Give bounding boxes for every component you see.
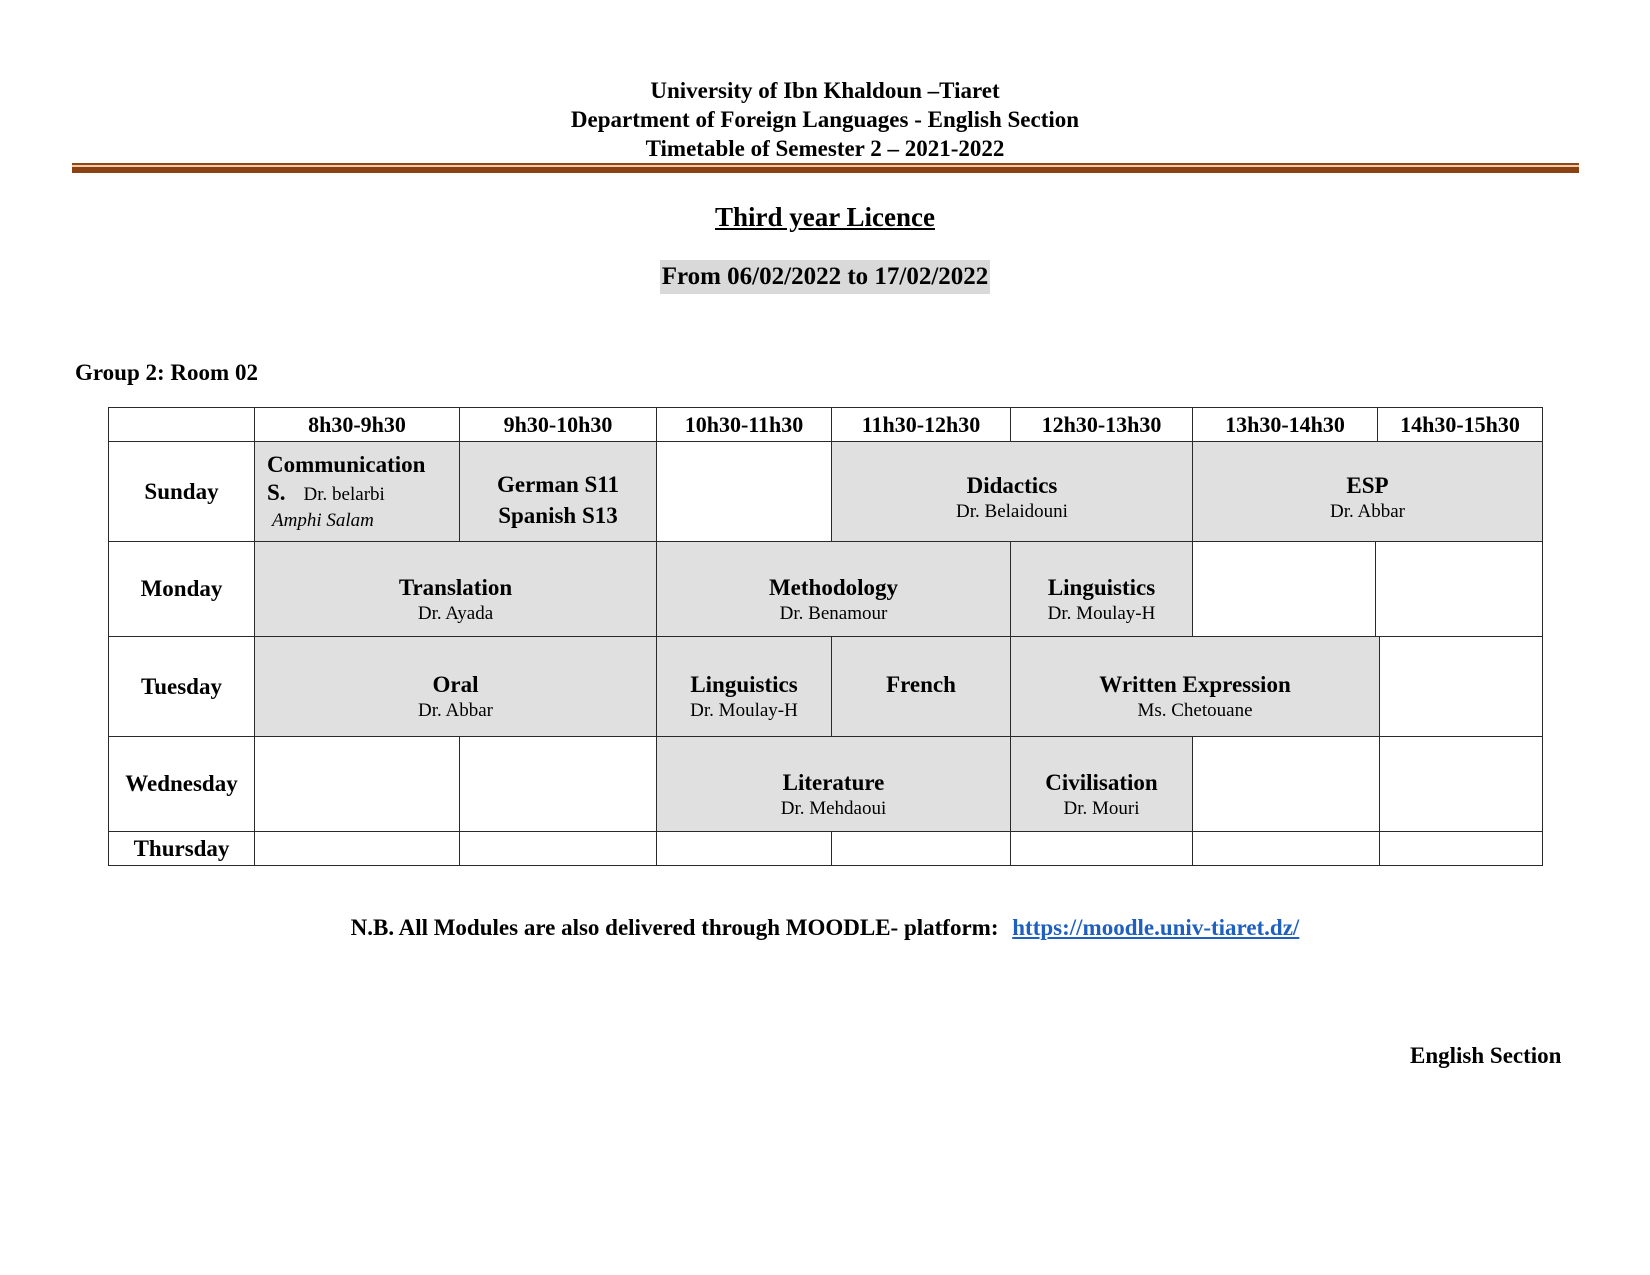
empty-cell [459, 831, 657, 866]
class-written-expression [1010, 636, 1380, 737]
class-literature [656, 736, 1011, 832]
day-tuesday: Tuesday [108, 636, 255, 737]
time-slot-header: 8h30-9h30 [254, 407, 460, 442]
teacher: Ms. Chetouane [1137, 699, 1253, 721]
class-didactics [831, 441, 1193, 542]
time-slot-header: 13h30-14h30 [1192, 407, 1378, 442]
day-sunday: Sunday [108, 441, 255, 542]
time-slot-header: 9h30-10h30 [459, 407, 657, 442]
time-slot-header: 10h30-11h30 [656, 407, 832, 442]
subject-teacher-line [267, 479, 385, 507]
subject: Communication [267, 451, 426, 477]
university-name: University of Ibn Khaldoun –Tiaret [650, 78, 1000, 103]
day-wednesday: Wednesday [108, 736, 255, 832]
empty-cell [1192, 541, 1376, 637]
empty-cell [831, 831, 1011, 866]
teacher: Dr. Ayada [417, 603, 494, 624]
class-civilisation [1010, 736, 1193, 832]
moodle-link[interactable]: https://moodle.univ-tiaret.dz/ [1012, 915, 1300, 940]
page-title: Third year Licence [715, 202, 935, 232]
empty-cell [1379, 736, 1543, 832]
empty-cell [254, 736, 460, 832]
teacher: Dr. Moulay-H [690, 699, 798, 721]
note-text: N.B. All Modules are also delivered through MOODLE- platform: [350, 915, 999, 940]
class-oral [254, 636, 657, 737]
date-range: From 06/02/2022 to 17/02/2022 [660, 260, 991, 294]
group-label: Group 2: Room 02 [75, 360, 258, 385]
class-french [831, 636, 1011, 737]
subject: S. [267, 479, 286, 505]
room: Amphi Salam [272, 509, 374, 531]
day-thursday: Thursday [108, 831, 255, 866]
subject: Civilisation [1045, 770, 1158, 795]
subject: French [886, 672, 956, 697]
teacher: Dr. Benamour [779, 603, 888, 624]
teacher: Dr. Moulay-H [1047, 603, 1156, 624]
class-communication [254, 441, 460, 542]
subject: Written Expression [1099, 671, 1291, 697]
teacher: Dr. Mehdaoui [780, 798, 887, 819]
empty-cell [254, 831, 460, 866]
time-slot-header: 11h30-12h30 [831, 407, 1011, 442]
teacher: Dr. Abbar [1330, 500, 1405, 522]
subject: ESP [1346, 472, 1389, 498]
teacher: Dr. Belaidouni [956, 500, 1068, 522]
empty-cell [656, 831, 832, 866]
subject: Linguistics [690, 671, 798, 697]
class-linguistics [1010, 541, 1193, 637]
day-monday: Monday [108, 541, 255, 637]
subject: Spanish S13 [498, 503, 618, 528]
time-slot-header: 14h30-15h30 [1377, 407, 1543, 442]
empty-cell [1192, 736, 1380, 832]
empty-cell [1379, 831, 1543, 866]
signature: English Section [1410, 1043, 1562, 1068]
empty-cell [1379, 636, 1543, 737]
timetable-semester: Timetable of Semester 2 – 2021-2022 [645, 136, 1005, 161]
subject: Oral [432, 671, 479, 697]
class-translation [254, 541, 657, 637]
teacher: Dr. Mouri [1063, 798, 1140, 819]
time-slot-header: 12h30-13h30 [1010, 407, 1193, 442]
corner-cell [108, 407, 255, 442]
subject: Didactics [966, 472, 1058, 498]
class-esp [1192, 441, 1543, 542]
empty-cell [656, 441, 832, 542]
class-linguistics [656, 636, 832, 737]
department-name: Department of Foreign Languages - English Section [570, 107, 1080, 132]
subject: Translation [398, 575, 513, 600]
empty-cell [1375, 541, 1543, 637]
subject: German S11 [496, 472, 620, 497]
class-languages [459, 441, 657, 542]
teacher: Dr. Abbar [418, 699, 493, 721]
empty-cell [459, 736, 657, 832]
subject: Methodology [768, 575, 899, 600]
class-methodology [656, 541, 1011, 637]
teacher: Dr. belarbi [303, 483, 385, 505]
subject: Linguistics [1047, 575, 1156, 600]
empty-cell [1192, 831, 1380, 866]
moodle-note [0, 915, 1650, 941]
subject: Literature [782, 770, 885, 795]
empty-cell [1010, 831, 1193, 866]
